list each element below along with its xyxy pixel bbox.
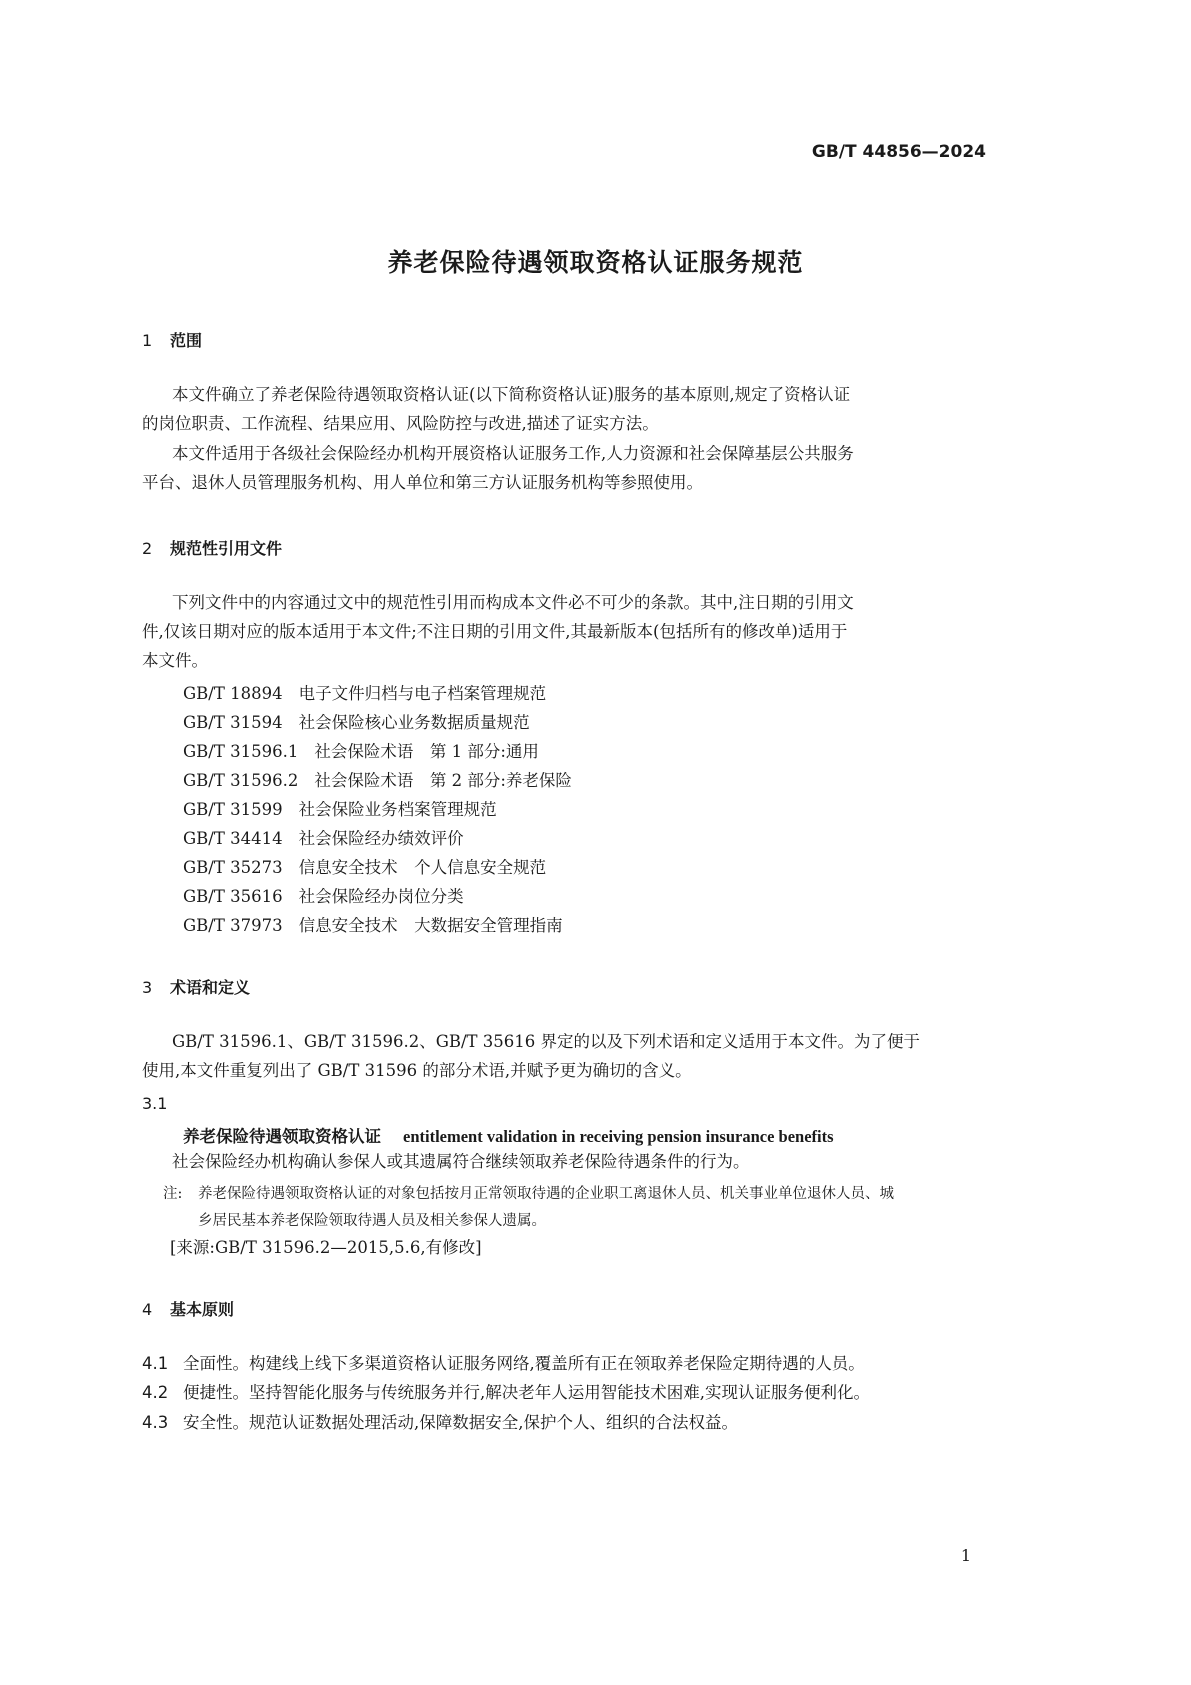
paragraph-line: GB/T 31596.1、GB/T 31596.2、GB/T 35616 界定的以及下列术语和定义适用于本文件。为了便于: [172, 1032, 921, 1051]
standard-code: GB/T 44856—2024: [811, 142, 986, 162]
section-title: 规范性引用文件: [170, 539, 283, 558]
paragraph-line: 本文件。: [142, 651, 208, 670]
paragraph-line: 下列文件中的内容通过文中的规范性引用而构成本文件必不可少的条款。其中,注日期的引用文: [172, 593, 854, 612]
clause-item: 4.2 便捷性。坚持智能化服务与传统服务并行,解决老年人运用智能技术困难,实现认证服务便利化。: [142, 1383, 870, 1402]
section-title: 范围: [170, 331, 203, 350]
paragraph-line: 使用,本文件重复列出了 GB/T 31596 的部分术语,并赋予更为确切的含义。: [142, 1061, 692, 1080]
section-number: 1: [142, 331, 153, 350]
section-number: 2: [142, 539, 153, 558]
page-number: 1: [960, 1546, 971, 1565]
section-3-heading: [142, 975, 250, 998]
clause-item: 4.3 安全性。规范认证数据处理活动,保障数据安全,保护个人、组织的合法权益。: [142, 1413, 738, 1432]
section-title: 基本原则: [170, 1300, 235, 1319]
term-entry: [183, 1123, 834, 1147]
section-number: 4: [142, 1300, 153, 1319]
reference-item: GB/T 31599 社会保险业务档案管理规范: [183, 800, 497, 819]
term-definition: 社会保险经办机构确认参保人或其遗属符合继续领取养老保险待遇条件的行为。: [172, 1152, 750, 1171]
section-number: 3: [142, 978, 153, 997]
term-chinese: 养老保险待遇领取资格认证: [183, 1127, 381, 1146]
term-source: [来源:GB/T 31596.2—2015,5.6,有修改]: [170, 1238, 482, 1257]
note-line: 养老保险待遇领取资格认证的对象包括按月正常领取待遇的企业职工离退休人员、机关事业单位退休人员、城: [198, 1186, 894, 1202]
reference-item: GB/T 31596.1 社会保险术语 第 1 部分:通用: [183, 742, 539, 761]
section-4-heading: [142, 1297, 234, 1320]
reference-item: GB/T 34414 社会保险经办绩效评价: [183, 829, 464, 848]
reference-item: GB/T 31596.2 社会保险术语 第 2 部分:养老保险: [183, 771, 572, 790]
paragraph-line: 本文件确立了养老保险待遇领取资格认证(以下简称资格认证)服务的基本原则,规定了资格认证: [172, 385, 851, 404]
note-line: 乡居民基本养老保险领取待遇人员及相关参保人遗属。: [198, 1213, 546, 1229]
reference-item: GB/T 35273 信息安全技术 个人信息安全规范: [183, 858, 547, 877]
reference-item: GB/T 18894 电子文件归档与电子档案管理规范: [183, 684, 547, 703]
document-title: 养老保险待遇领取资格认证服务规范: [387, 248, 804, 277]
paragraph-line: 的岗位职责、工作流程、结果应用、风险防控与改进,描述了证实方法。: [142, 414, 659, 433]
paragraph-line: 平台、退休人员管理服务机构、用人单位和第三方认证服务机构等参照使用。: [142, 473, 703, 492]
clause-item: 4.1 全面性。构建线上线下多渠道资格认证服务网络,覆盖所有正在领取养老保险定期待遇的人员。: [142, 1354, 865, 1373]
section-2-heading: [142, 536, 282, 559]
paragraph-line: 件,仅该日期对应的版本适用于本文件;不注日期的引用文件,其最新版本(包括所有的修改单)适用于: [142, 622, 848, 641]
paragraph-line: 本文件适用于各级社会保险经办机构开展资格认证服务工作,人力资源和社会保障基层公共服务: [172, 444, 854, 463]
section-title: 术语和定义: [170, 978, 251, 997]
term-english: entitlement validation in receiving pension insurance benefits: [403, 1127, 834, 1146]
reference-item: GB/T 31594 社会保险核心业务数据质量规范: [183, 713, 530, 732]
reference-item: GB/T 37973 信息安全技术 大数据安全管理指南: [183, 916, 563, 935]
reference-item: GB/T 35616 社会保险经办岗位分类: [183, 887, 464, 906]
note-label: 注:: [163, 1186, 183, 1202]
term-number: 3.1: [142, 1094, 168, 1113]
section-1-heading: [142, 328, 202, 351]
